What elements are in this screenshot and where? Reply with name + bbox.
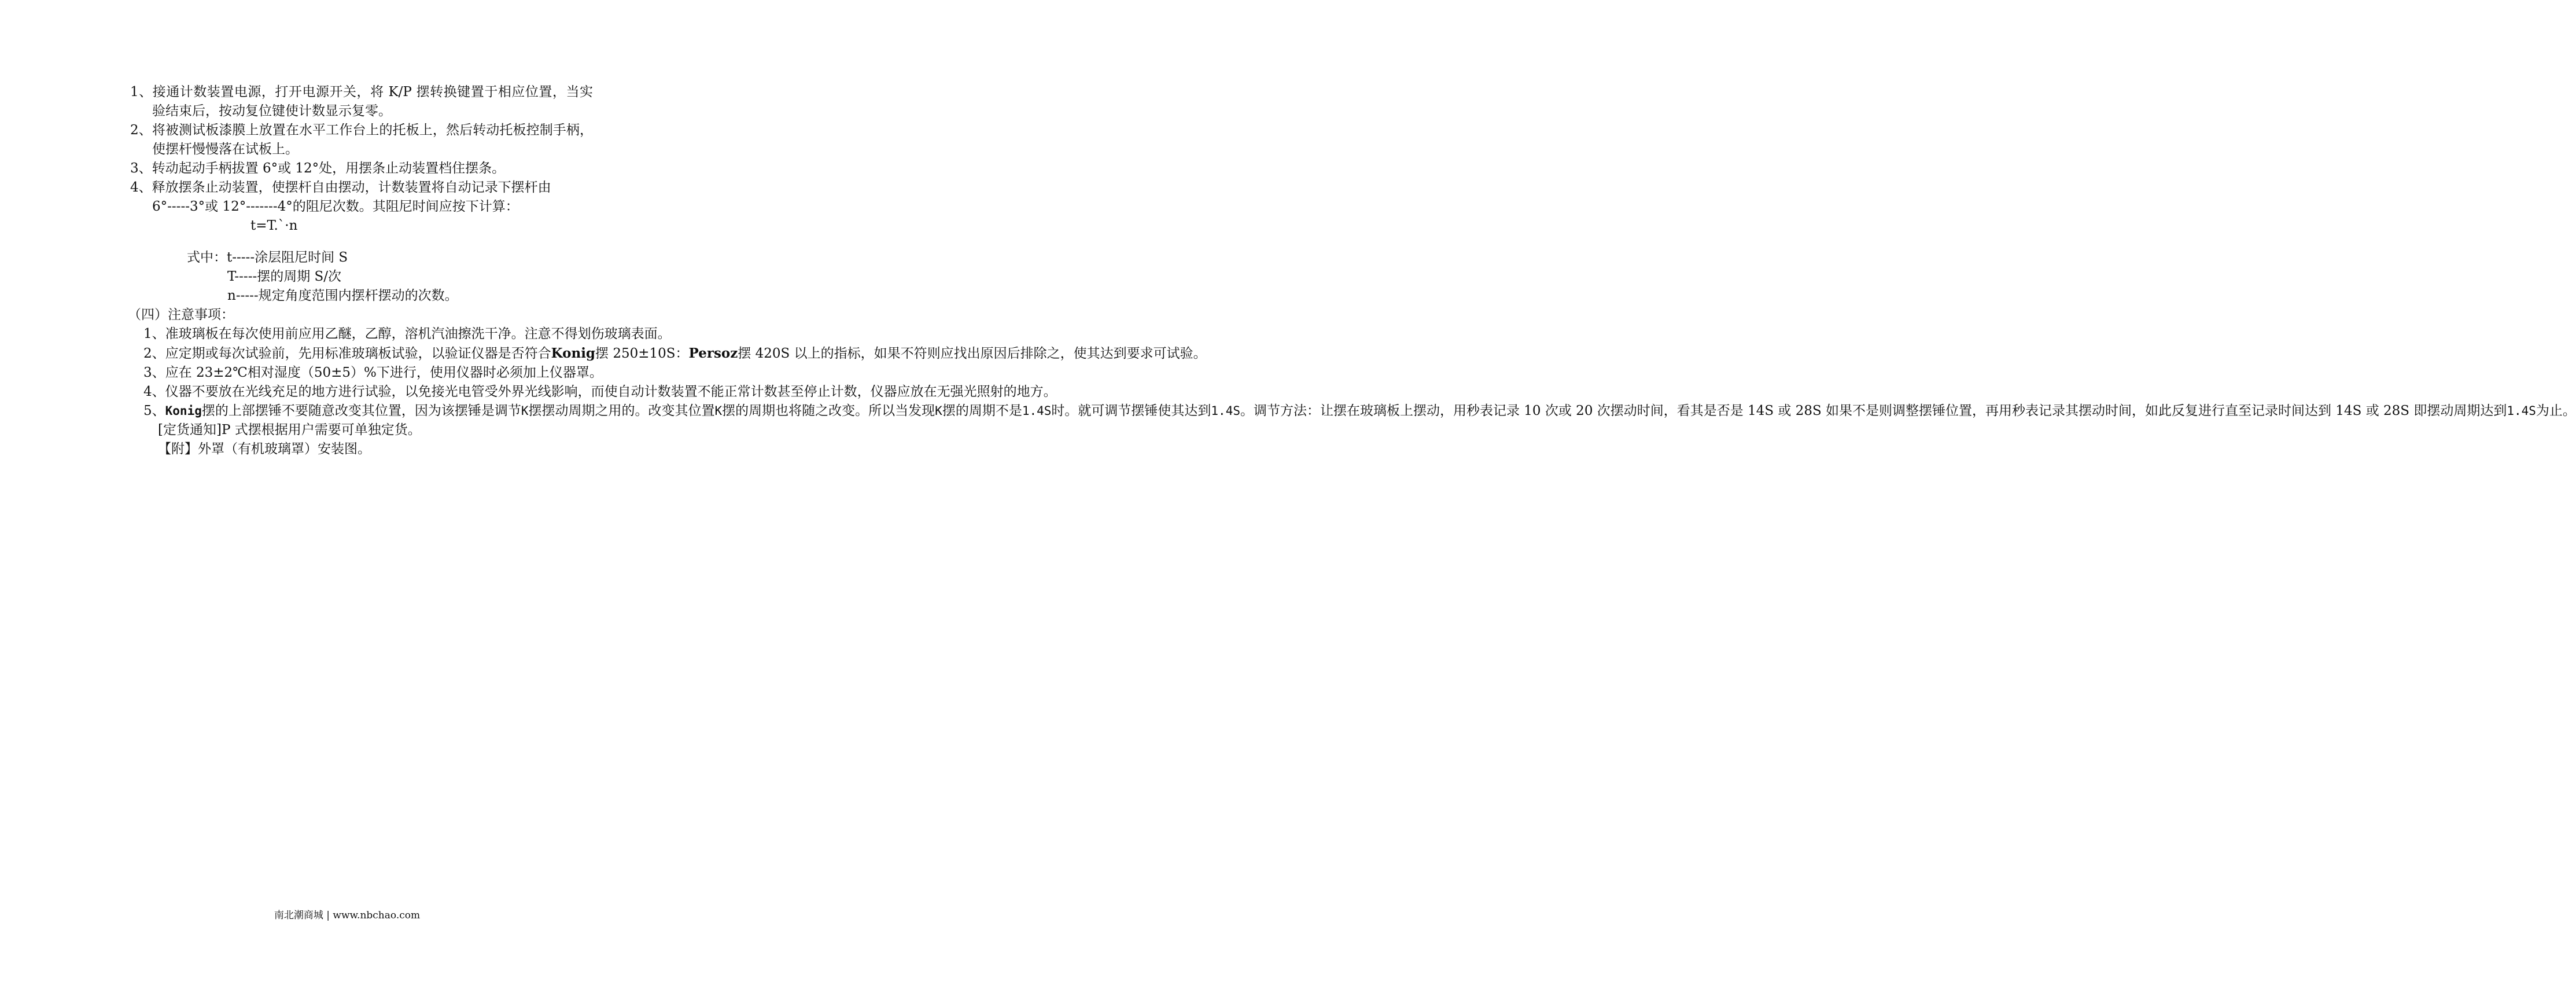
konig-term: Konig [551, 345, 596, 361]
period-value: 1.4S [2507, 404, 2536, 418]
notice-item-3: 3、应在 23±2℃相对湿度（50±5）%下进行，使用仪器时必须加上仪器罩。 [143, 365, 603, 380]
k-term: K [935, 404, 942, 418]
notice-2-text-a: 2、应定期或每次试验前，先用标准玻璃板试验，以验证仪器是否符合 [143, 346, 551, 361]
notice-2-text-b: 摆 250±10S： [595, 346, 689, 361]
notice-item-2 [130, 344, 1207, 363]
notice-5-text-e: 摆的周期不是 [942, 403, 1022, 418]
step-3: 3、转动起动手柄拔置 6°或 12°处，用摆条止动装置档住摆条。 [130, 161, 506, 176]
page-footer: 南北潮商城 | www.nbchao.com [274, 910, 421, 921]
notice-item-5 [130, 402, 2576, 421]
notice-5-text-g: 。调节方法：让摆在玻璃板上摆动，用秒表记录 10 次或 20 次摆动时间，看其是否是 14S 或 28S 如果不是则调整摆锤位置，再用秒表记录其摆动时间，如此反复进行直至记录时间达到 14S 或 28S 即摆动周期达到 [1240, 403, 2507, 418]
notice-item-4: 4、仪器不要放在光线充足的地方进行试验，以免接光电管受外界光线影响，而使自动计数装置不能正常计数甚至停止计数，仪器应放在无强光照射的地方。 [143, 384, 1057, 399]
step-1: 1、接通计数装置电源，打开电源开关，将 K/P 摆转换键置于相应位置，当实验结束后，按动复位键使计数显示复零。 [130, 84, 593, 119]
period-value: 1.4S [1211, 404, 1240, 418]
notice-5-text-c: 摆摆动周期之用的。改变其位置 [528, 403, 715, 418]
formula-legend-n: n-----规定角度范围内摆杆摆动的次数。 [227, 288, 458, 303]
formula-legend-t [130, 248, 593, 267]
persoz-term: Persoz [688, 345, 738, 361]
notice-heading: （四）注意事项： [128, 307, 234, 322]
notice-5-text-b: 摆的上部摆锤不要随意改变其位置，因为该摆锤是调节 [201, 403, 521, 418]
notice-5-text-f: 时。就可调节摆锤使其达到 [1051, 403, 1211, 418]
legend-t-text: t-----涂层阻尼时间 S [227, 250, 348, 265]
notice-item-1: 1、准玻璃板在每次使用前应用乙醚，乙醇，溶机汽油擦洗干净。注意不得划伤玻璃表面。 [143, 326, 671, 341]
formula-legend-T: T-----摆的周期 S/次 [227, 269, 342, 284]
konig-term: Konig [165, 404, 202, 418]
step-4-line-1: 4、释放摆条止动装置，使摆杆自由摆动，计数装置将自动记录下摆杆由 [130, 180, 551, 195]
notice-5-text-d: 摆的周期也将随之改变。所以当发现 [722, 403, 935, 418]
document-body [128, 83, 2576, 459]
k-term: K [521, 404, 529, 418]
order-notice: [定货通知]P 式摆根据用户需要可单独定货。 [158, 422, 421, 437]
notice-5-text-a: 5、 [143, 403, 165, 418]
step-2: 2、将被测试板漆膜上放置在水平工作台上的托板上，然后转动托板控制手柄，使摆杆慢慢落在试板上。 [130, 123, 593, 157]
k-term: K [714, 404, 723, 418]
period-value: 1.4S [1022, 404, 1052, 418]
notice-2-text-c: 摆 420S 以上的指标，如果不符则应找出原因后排除之，使其达到要求可试验。 [738, 346, 1207, 361]
formula: t=T.`·n [250, 218, 298, 233]
legend-label: 式中： [187, 250, 227, 265]
step-4-line-2: 6°-----3°或 12°-------4°的阻尼次数。其阻尼时间应按下计算： [152, 199, 519, 214]
notice-5-text-h: 为止。 [2536, 403, 2576, 418]
attachment-note: 【附】外罩（有机玻璃罩）安装图。 [158, 442, 371, 457]
